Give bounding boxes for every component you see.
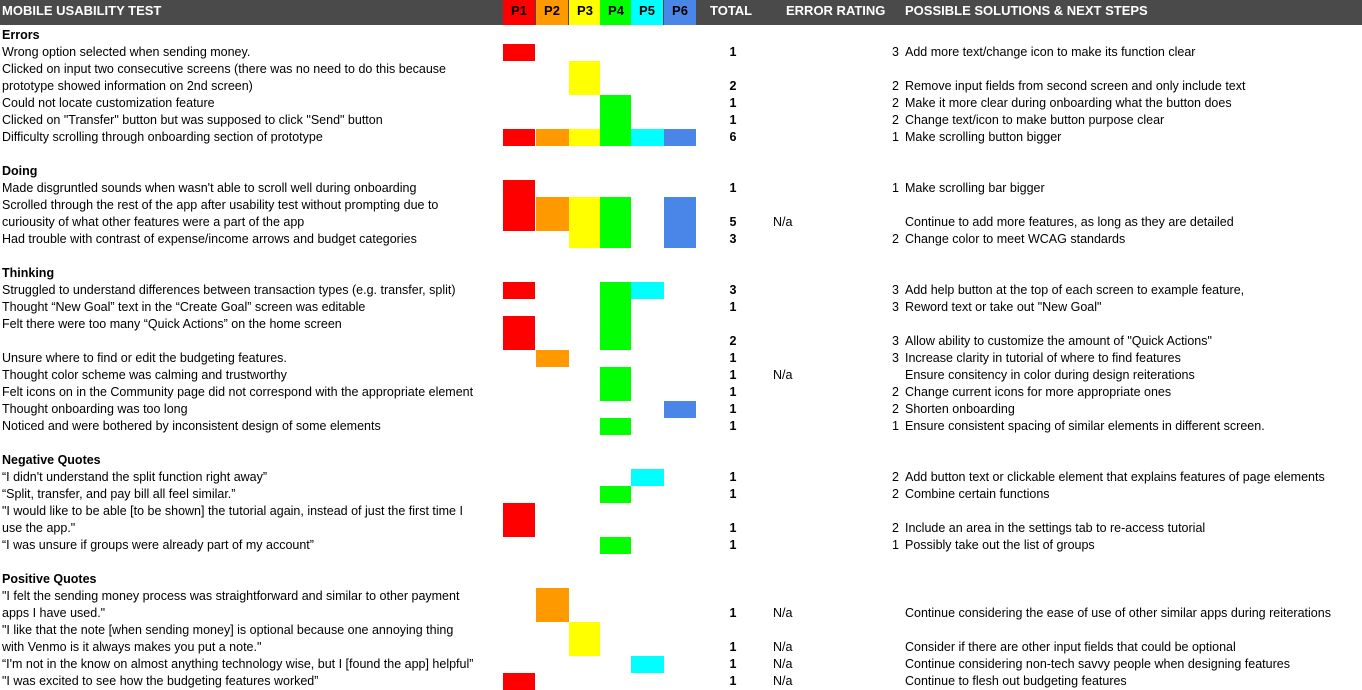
finding-text: Felt icons on in the Community page did not correspond with the appropriate element: [2, 385, 474, 399]
participant-p3-header: P3: [569, 0, 601, 25]
participant-mark-p3: [569, 231, 600, 248]
participant-mark-p4: [600, 367, 631, 384]
error-rating-value: 2: [892, 487, 899, 501]
finding-text: apps I have used.": [2, 606, 106, 620]
finding-text: “I didn't understand the split function right away”: [2, 470, 268, 484]
solution-text: Make scrolling bar bigger: [905, 181, 1045, 195]
solution-text: Add more text/change icon to make its function clear: [905, 45, 1196, 59]
error-rating-value: N/a: [773, 657, 793, 671]
error-rating-value: 3: [892, 300, 899, 314]
participant-mark-p1: [503, 129, 535, 146]
section-title: Negative Quotes: [2, 453, 101, 467]
participant-mark-p5: [631, 656, 664, 673]
total-header: TOTAL: [710, 3, 753, 18]
error-rating-value: 1: [892, 181, 899, 195]
participant-mark-p3: [569, 197, 600, 231]
error-rating-value: 2: [892, 385, 899, 399]
solution-text: Ensure consitency in color during design reiterations: [905, 368, 1195, 382]
error-rating-value: 2: [892, 402, 899, 416]
finding-text: "I felt the sending money process was straightforward and similar to other payment: [2, 589, 460, 603]
total-value: 1: [729, 674, 737, 688]
finding-text: Struggled to understand differences between transaction types (e.g. transfer, split): [2, 283, 456, 297]
error-rating-value: 3: [892, 334, 899, 348]
section-title: Errors: [2, 28, 40, 42]
error-rating-value: 3: [892, 45, 899, 59]
total-value: 1: [729, 368, 737, 382]
participant-mark-p4: [600, 129, 631, 146]
error-rating-value: N/a: [773, 368, 793, 382]
total-value: 6: [729, 130, 737, 144]
error-rating-value: N/a: [773, 640, 793, 654]
finding-text: Wrong option selected when sending money.: [2, 45, 251, 59]
participant-mark-p1: [503, 44, 535, 61]
finding-text: “Split, transfer, and pay bill all feel similar.”: [2, 487, 236, 501]
participant-mark-p2: [536, 588, 569, 622]
participant-mark-p5: [631, 469, 664, 486]
participant-mark-p4: [600, 316, 631, 350]
participant-mark-p4: [600, 299, 631, 316]
total-value: 2: [729, 79, 737, 93]
solution-text: Consider if there are other input fields that could be optional: [905, 640, 1236, 654]
total-value: 1: [729, 351, 737, 365]
finding-text: "I would like to be able [to be shown] the tutorial again, instead of just the first time I: [2, 504, 463, 518]
total-value: 3: [729, 232, 737, 246]
total-value: 1: [729, 113, 737, 127]
finding-text: Felt there were too many “Quick Actions” on the home screen: [2, 317, 342, 331]
participant-mark-p5: [631, 282, 664, 299]
finding-text: curiousity of what other features were a part of the app: [2, 215, 305, 229]
solution-text: Continue to flesh out budgeting features: [905, 674, 1127, 688]
participant-mark-p1: [503, 673, 535, 690]
finding-text: Made disgruntled sounds when wasn't able to scroll well during onboarding: [2, 181, 417, 195]
solution-text: Make scrolling button bigger: [905, 130, 1062, 144]
total-value: 1: [729, 657, 737, 671]
error-rating-value: 2: [892, 470, 899, 484]
participant-mark-p2: [536, 350, 569, 367]
solutions-header: POSSIBLE SOLUTIONS & NEXT STEPS: [905, 3, 1148, 18]
error-rating-value: 2: [892, 79, 899, 93]
participant-mark-p2: [536, 197, 569, 231]
total-value: 1: [729, 419, 737, 433]
participant-mark-p3: [569, 61, 600, 95]
participant-mark-p4: [600, 197, 631, 231]
total-value: 1: [729, 385, 737, 399]
participant-mark-p4: [600, 486, 631, 503]
participant-mark-p1: [503, 197, 535, 231]
solution-text: Change text/icon to make button purpose clear: [905, 113, 1165, 127]
finding-text: use the app.": [2, 521, 76, 535]
total-value: 1: [729, 470, 737, 484]
total-value: 3: [729, 283, 737, 297]
solution-text: Remove input fields from second screen and only include text: [905, 79, 1246, 93]
participant-p5-header: P5: [631, 0, 663, 25]
participant-mark-p5: [631, 129, 664, 146]
finding-text: Could not locate customization feature: [2, 96, 215, 110]
solution-text: Combine certain functions: [905, 487, 1050, 501]
participant-mark-p4: [600, 384, 631, 401]
total-value: 1: [729, 181, 737, 195]
error-rating-value: 2: [892, 96, 899, 110]
finding-text: Difficulty scrolling through onboarding section of prototype: [2, 130, 323, 144]
solution-text: Include an area in the settings tab to re-access tutorial: [905, 521, 1206, 535]
solution-text: Shorten onboarding: [905, 402, 1015, 416]
error-rating-header: ERROR RATING: [786, 3, 886, 18]
participant-mark-p6: [664, 401, 696, 418]
error-rating-value: 2: [892, 232, 899, 246]
participant-mark-p3: [569, 129, 600, 146]
finding-text: Clicked on "Transfer" button but was supposed to click "Send" button: [2, 113, 383, 127]
solution-text: Change color to meet WCAG standards: [905, 232, 1126, 246]
total-value: 1: [729, 640, 737, 654]
finding-text: Unsure where to find or edit the budgeting features.: [2, 351, 287, 365]
solution-text: Allow ability to customize the amount of "Quick Actions": [905, 334, 1212, 348]
solution-text: Change current icons for more appropriate ones: [905, 385, 1172, 399]
finding-text: Noticed and were bothered by inconsistent design of some elements: [2, 419, 381, 433]
participant-mark-p4: [600, 231, 631, 248]
participant-mark-p4: [600, 418, 631, 435]
finding-text: "I like that the note [when sending money] is optional because one annoying thing: [2, 623, 454, 637]
total-value: 1: [729, 96, 737, 110]
error-rating-value: N/a: [773, 674, 793, 688]
solution-text: Make it more clear during onboarding what the button does: [905, 96, 1232, 110]
participant-p1-header: P1: [503, 0, 535, 25]
finding-text: Thought onboarding was too long: [2, 402, 188, 416]
solution-text: Increase clarity in tutorial of where to find features: [905, 351, 1181, 365]
total-value: 1: [729, 538, 737, 552]
finding-text: prototype showed information on 2nd screen): [2, 79, 253, 93]
participant-mark-p6: [664, 197, 696, 231]
participant-mark-p4: [600, 537, 631, 554]
participant-p6-header: P6: [664, 0, 696, 25]
total-value: 1: [729, 606, 737, 620]
finding-text: Had trouble with contrast of expense/income arrows and budget categories: [2, 232, 417, 246]
participant-mark-p4: [600, 95, 631, 112]
participant-mark-p1: [503, 282, 535, 299]
participant-mark-p1: [503, 316, 535, 350]
error-rating-value: 2: [892, 113, 899, 127]
sheet-title: MOBILE USABILITY TEST: [2, 3, 162, 18]
total-value: 1: [729, 487, 737, 501]
solution-text: Reword text or take out "New Goal": [905, 300, 1102, 314]
solution-text: Add help button at the top of each screen to example feature,: [905, 283, 1245, 297]
error-rating-value: 3: [892, 283, 899, 297]
finding-text: Thought color scheme was calming and trustworthy: [2, 368, 287, 382]
solution-text: Ensure consistent spacing of similar elements in different screen.: [905, 419, 1265, 433]
total-value: 5: [729, 215, 737, 229]
total-value: 2: [729, 334, 737, 348]
participant-mark-p2: [536, 129, 569, 146]
solution-text: Continue to add more features, as long as they are detailed: [905, 215, 1234, 229]
header-row: [0, 0, 1362, 25]
section-title: Thinking: [2, 266, 55, 280]
section-title: Doing: [2, 164, 38, 178]
findings-table: [0, 25, 1362, 688]
participant-mark-p6: [664, 129, 696, 146]
error-rating-value: 1: [892, 130, 899, 144]
error-rating-value: 1: [892, 419, 899, 433]
finding-text: “I was unsure if groups were already part of my account”: [2, 538, 314, 552]
solution-text: Continue considering the ease of use of other similar apps during reiterations: [905, 606, 1331, 620]
participant-mark-p1: [503, 503, 535, 537]
error-rating-value: 3: [892, 351, 899, 365]
participant-mark-p3: [569, 622, 600, 656]
finding-text: "I was excited to see how the budgeting features worked”: [2, 674, 319, 688]
total-value: 1: [729, 521, 737, 535]
participant-mark-p1: [503, 180, 535, 197]
error-rating-value: 1: [892, 538, 899, 552]
participant-mark-p4: [600, 112, 631, 129]
finding-text: with Venmo is it always makes you put a note.": [2, 640, 262, 654]
participant-mark-p4: [600, 282, 631, 299]
participant-mark-p6: [664, 231, 696, 248]
participant-p2-header: P2: [536, 0, 568, 25]
error-rating-value: N/a: [773, 606, 793, 620]
solution-text: Add button text or clickable element that explains features of page elements: [905, 470, 1325, 484]
participant-p4-header: P4: [600, 0, 632, 25]
total-value: 1: [729, 300, 737, 314]
finding-text: Thought “New Goal” text in the “Create Goal” screen was editable: [2, 300, 366, 314]
error-rating-value: N/a: [773, 215, 793, 229]
solution-text: Continue considering non-tech savvy people when designing features: [905, 657, 1290, 671]
finding-text: Clicked on input two consecutive screens (there was no need to do this because: [2, 62, 447, 76]
error-rating-value: 2: [892, 521, 899, 535]
finding-text: Scrolled through the rest of the app after usability test without prompting due to: [2, 198, 439, 212]
section-title: Positive Quotes: [2, 572, 97, 586]
finding-text: “I'm not in the know on almost anything technology wise, but I [found the app] helpful”: [2, 657, 474, 671]
total-value: 1: [729, 402, 737, 416]
total-value: 1: [729, 45, 737, 59]
solution-text: Possibly take out the list of groups: [905, 538, 1095, 552]
